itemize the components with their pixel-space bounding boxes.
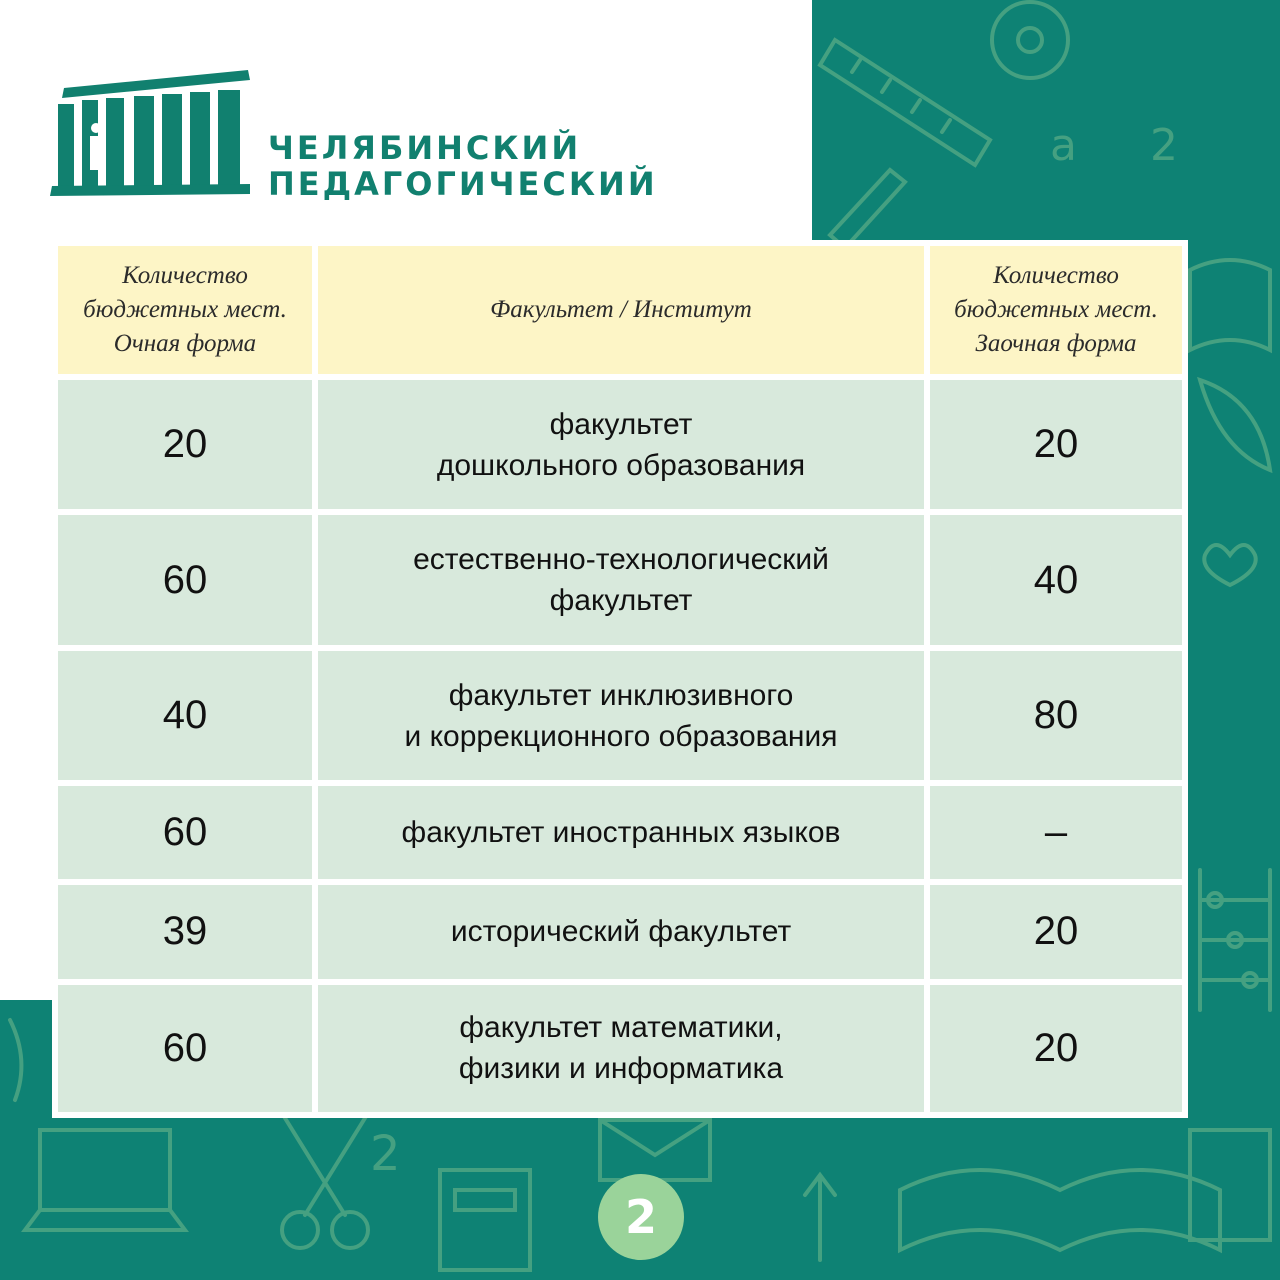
- laptop-icon: [25, 1130, 185, 1230]
- feather-icon: [1200, 380, 1270, 470]
- university-name: [268, 130, 658, 202]
- heart-icon: [1204, 545, 1255, 585]
- ruler-icon: [820, 40, 990, 165]
- part-time-places: 40: [930, 515, 1182, 644]
- faculty-name: [318, 786, 924, 879]
- header-text: бюджетных мест.: [83, 296, 287, 323]
- pencil-icon: [830, 170, 905, 248]
- header-full-time: [58, 246, 312, 374]
- table-row: [58, 651, 1182, 780]
- table-row: [58, 985, 1182, 1113]
- header-text: Очная форма: [113, 330, 257, 357]
- part-time-places: 20: [930, 885, 1182, 978]
- scissors-icon: [282, 1212, 318, 1248]
- full-time-places: 39: [58, 885, 312, 978]
- part-time-places: –: [930, 786, 1182, 879]
- part-time-places: 80: [930, 651, 1182, 780]
- faculty-name-line: факультет инклюзивного: [448, 678, 794, 712]
- full-time-places: 60: [58, 985, 312, 1113]
- faculty-name-line: исторический факультет: [450, 915, 792, 949]
- faculty-name-line: факультет математики,: [459, 1011, 783, 1045]
- budget-places-table: [52, 240, 1188, 1118]
- full-time-places: 60: [58, 786, 312, 879]
- faculty-name: [318, 515, 924, 644]
- open-book-icon: [900, 1170, 1220, 1250]
- header-text: Заочная форма: [975, 330, 1137, 357]
- faculty-name: [318, 380, 924, 509]
- arrow-icon: [805, 1175, 835, 1260]
- faculty-name-line: факультет: [549, 407, 693, 441]
- book-icon: [1190, 260, 1270, 350]
- faculty-name: [318, 651, 924, 780]
- faculty-name-line: физики и информатика: [458, 1052, 784, 1086]
- gear-icon: [992, 2, 1068, 78]
- full-time-places: 20: [58, 380, 312, 509]
- faculty-name: [318, 985, 924, 1113]
- table-header-row: [58, 246, 1182, 374]
- header-faculty: [318, 246, 924, 374]
- svg-text:2: 2: [370, 1126, 401, 1182]
- header-part-time: [930, 246, 1182, 374]
- abacus-icon: [1200, 870, 1270, 1010]
- header-text: Факультет / Институт: [490, 296, 752, 323]
- header-text: Количество: [122, 262, 248, 289]
- calculator-icon: [440, 1170, 530, 1270]
- header-text: Количество: [993, 262, 1119, 289]
- table-row: [58, 380, 1182, 509]
- tablet-icon: [1190, 1130, 1270, 1240]
- svg-text:2: 2: [1150, 120, 1178, 171]
- part-time-places: 20: [930, 380, 1182, 509]
- faculty-name: [318, 885, 924, 978]
- faculty-name-line: дошкольного образования: [436, 448, 806, 482]
- full-time-places: 60: [58, 515, 312, 644]
- faculty-name-line: естественно-технологический: [413, 543, 829, 577]
- svg-text:a: a: [1050, 120, 1077, 171]
- table-row: [58, 885, 1182, 978]
- faculty-name-line: факультет: [549, 584, 693, 618]
- faculty-name-line: и коррекционного образования: [404, 719, 838, 753]
- part-time-places: 20: [930, 985, 1182, 1113]
- page-number-badge: 2: [598, 1174, 684, 1260]
- envelope-icon: [600, 1120, 710, 1180]
- faculty-name-line: факультет иностранных языков: [401, 816, 841, 850]
- university-name-line2: ПЕДАГОГИЧЕСКИЙ: [268, 165, 658, 203]
- table-row: [58, 515, 1182, 644]
- university-name-line1: ЧЕЛЯБИНСКИЙ: [268, 129, 582, 167]
- header-text: бюджетных мест.: [954, 296, 1158, 323]
- table-row: [58, 786, 1182, 879]
- full-time-places: 40: [58, 651, 312, 780]
